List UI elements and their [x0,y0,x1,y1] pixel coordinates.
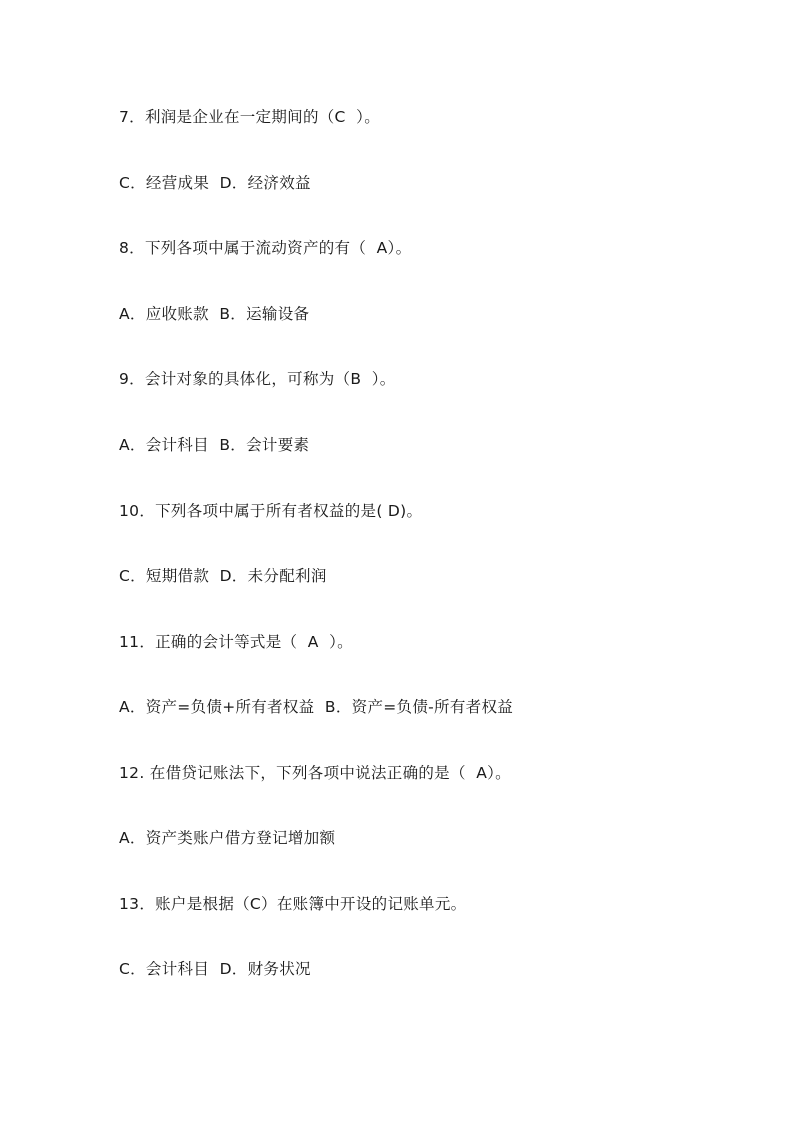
question-7: 7．利润是企业在一定期间的（C ）。 [119,108,380,126]
options-11: A．资产=负债+所有者权益 B．资产=负债-所有者权益 [119,698,514,716]
options-9: A．会计科目 B．会计要素 [119,436,310,454]
question-13: 13．账户是根据（C）在账簿中开设的记账单元。 [119,895,467,913]
question-11: 11．正确的会计等式是（ A ）。 [119,633,353,651]
question-10: 10．下列各项中属于所有者权益的是( D)。 [119,502,423,520]
question-8: 8．下列各项中属于流动资产的有（ A）。 [119,239,412,257]
question-9: 9．会计对象的具体化，可称为（B ）。 [119,370,396,388]
question-12: 12. 在借贷记账法下，下列各项中说法正确的是（ A）。 [119,764,511,782]
options-8: A．应收账款 B．运输设备 [119,305,310,323]
options-13: C．会计科目 D．财务状况 [119,960,311,978]
options-10: C．短期借款 D．未分配利润 [119,567,327,585]
options-12: A．资产类账户借方登记增加额 [119,829,336,847]
options-7: C．经营成果 D．经济效益 [119,174,311,192]
